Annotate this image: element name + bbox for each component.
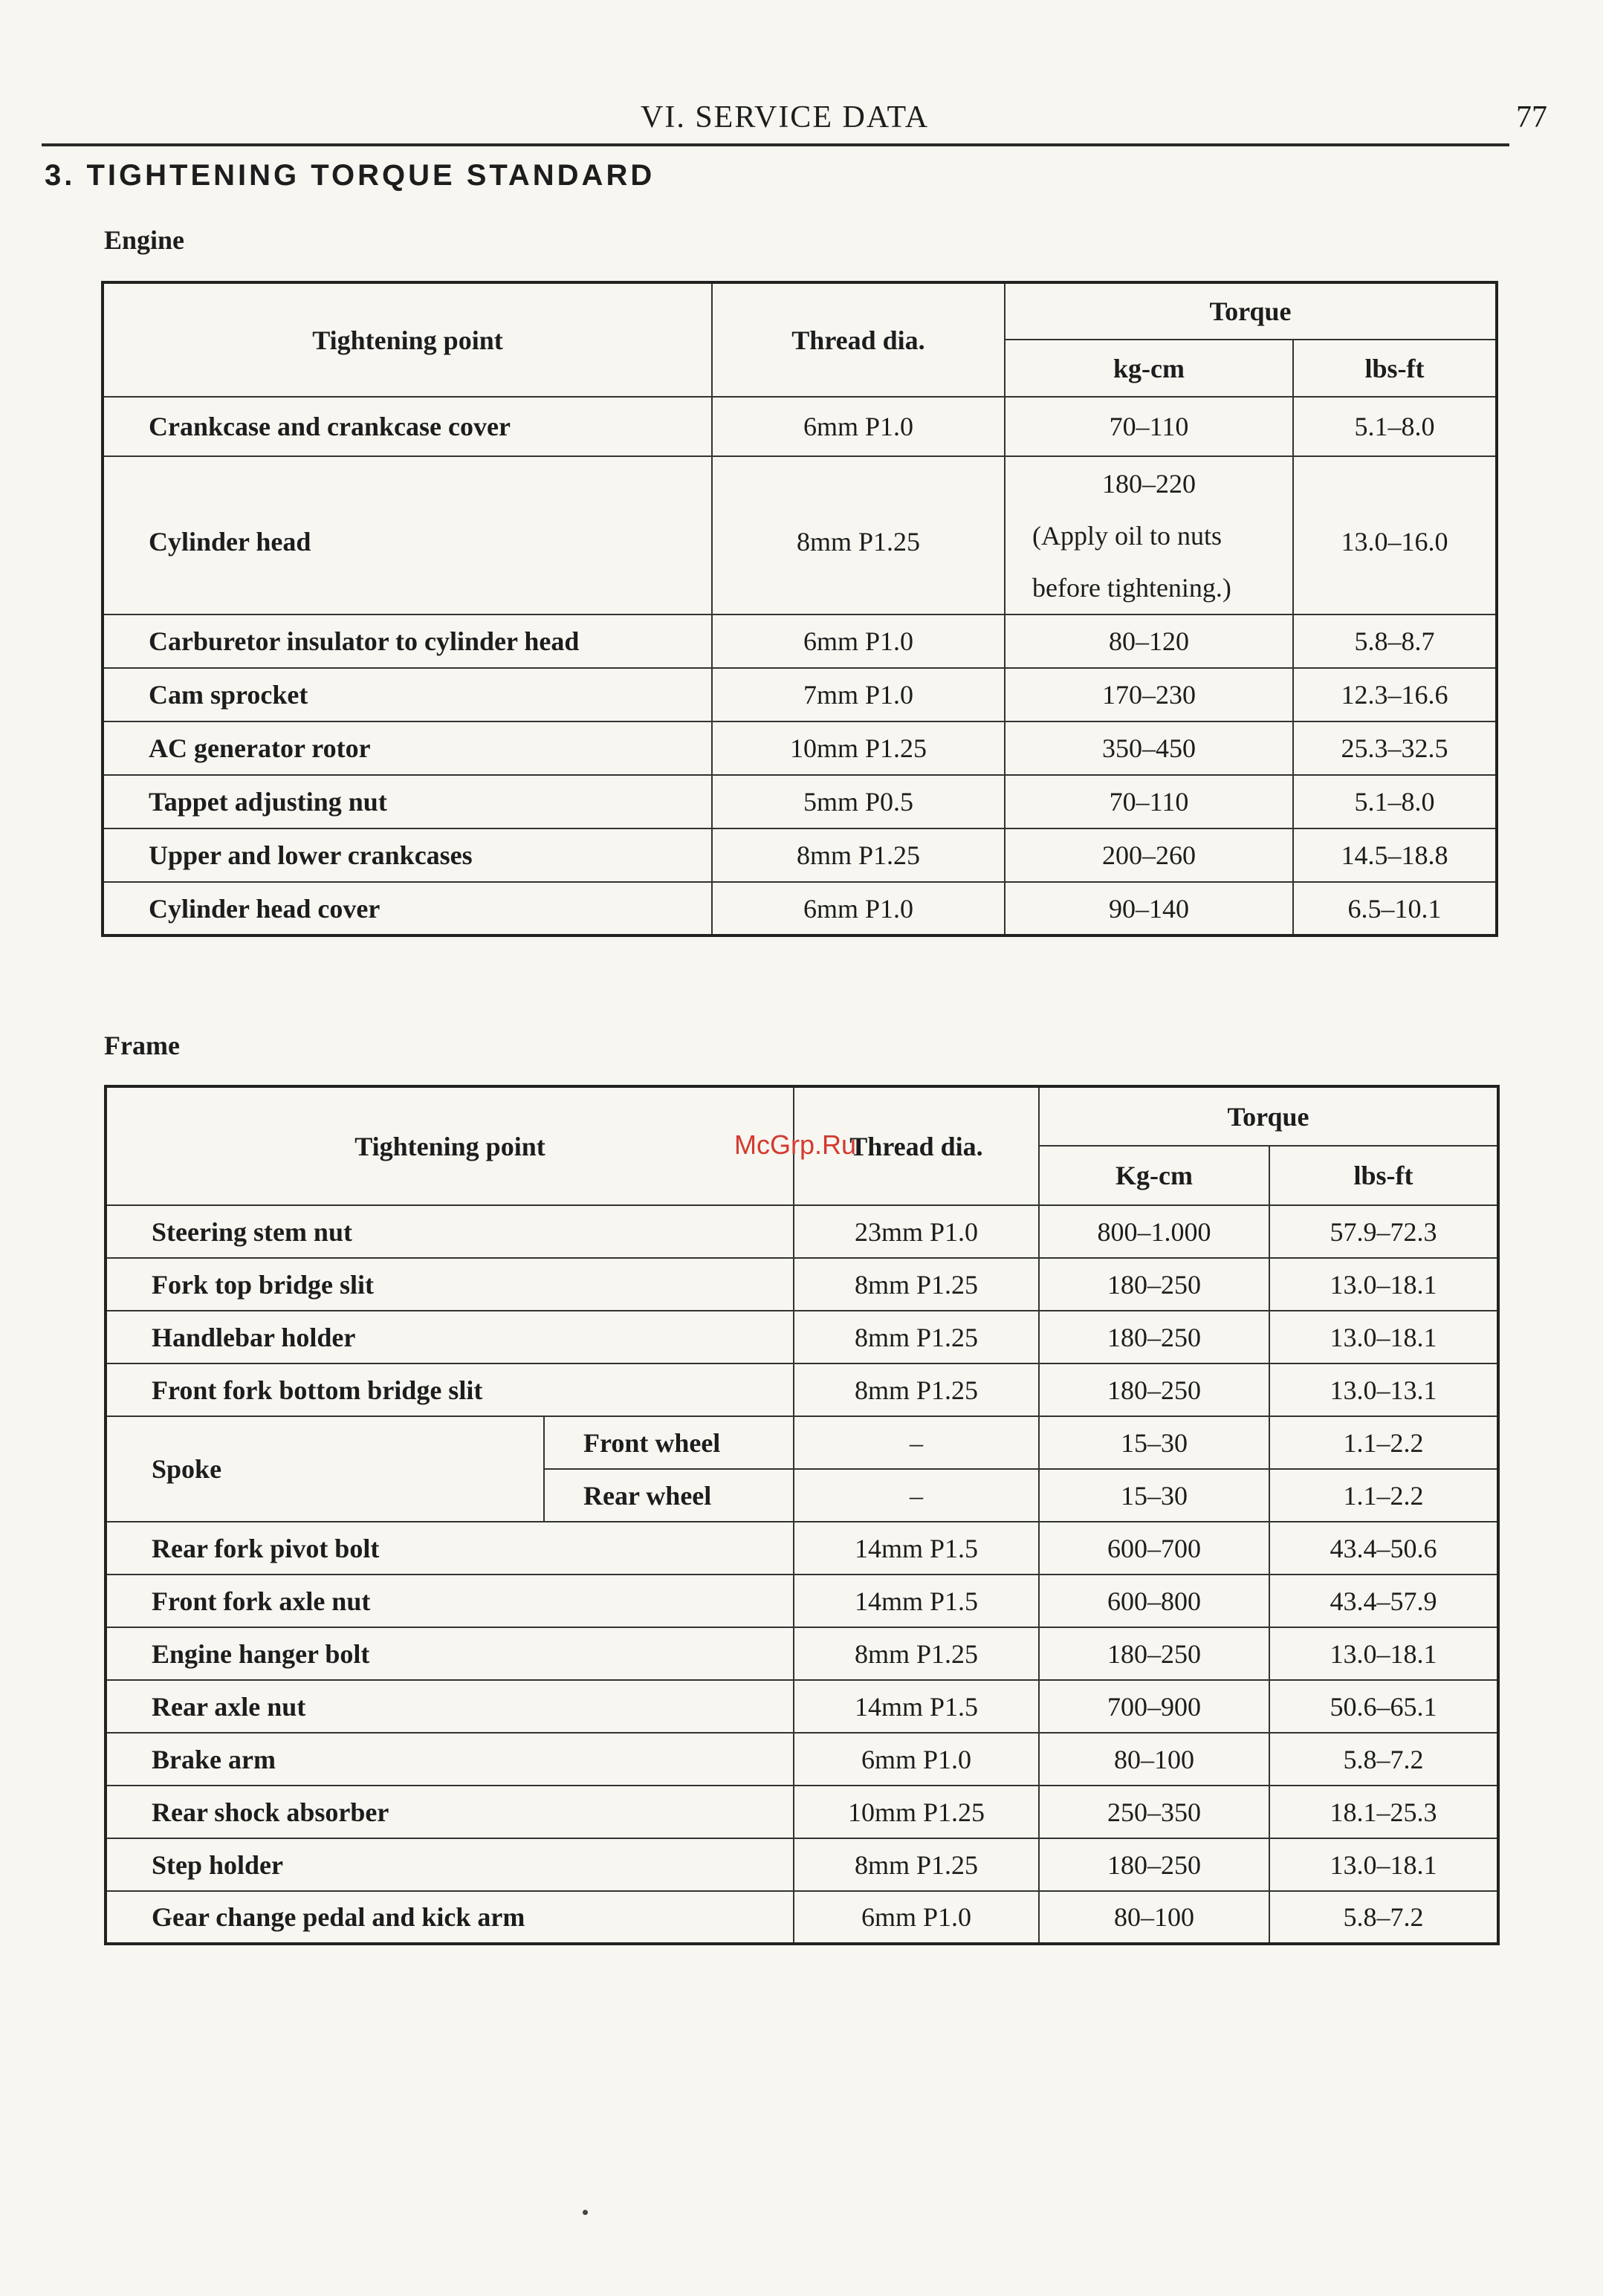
table-row bbox=[106, 1627, 1498, 1680]
torque-lbsft: 1.1–2.2 bbox=[1269, 1469, 1498, 1522]
table-row bbox=[106, 1786, 1498, 1838]
torque-kgcm: 600–800 bbox=[1039, 1575, 1269, 1627]
torque-lbsft: 5.8–7.2 bbox=[1269, 1733, 1498, 1786]
table-row bbox=[103, 614, 1497, 668]
torque-kgcm: 180–250 bbox=[1039, 1258, 1269, 1311]
torque-kgcm: 70–110 bbox=[1005, 397, 1293, 456]
tightening-point: Tappet adjusting nut bbox=[103, 775, 712, 828]
frame-header-kgcm: Kg-cm bbox=[1039, 1146, 1269, 1205]
tightening-point: Gear change pedal and kick arm bbox=[106, 1891, 794, 1944]
torque-kgcm: 80–100 bbox=[1039, 1733, 1269, 1786]
table-row bbox=[106, 1258, 1498, 1311]
torque-lbsft: 50.6–65.1 bbox=[1269, 1680, 1498, 1733]
tightening-point: Front fork axle nut bbox=[106, 1575, 794, 1627]
torque-note-line-1: (Apply oil to nuts bbox=[1032, 520, 1223, 551]
torque-lbsft: 13.0–16.0 bbox=[1293, 456, 1497, 614]
torque-lbsft: 5.8–7.2 bbox=[1269, 1891, 1498, 1944]
tightening-point: Rear shock absorber bbox=[106, 1786, 794, 1838]
table-row bbox=[103, 828, 1497, 882]
engine-header-thread: Thread dia. bbox=[712, 282, 1005, 397]
torque-lbsft: 5.8–8.7 bbox=[1293, 614, 1497, 668]
frame-header-torque: Torque bbox=[1039, 1086, 1498, 1146]
tightening-point: AC generator rotor bbox=[103, 721, 712, 775]
table-row bbox=[106, 1575, 1498, 1627]
thread-dia: 8mm P1.25 bbox=[794, 1363, 1039, 1416]
tightening-point: Rear axle nut bbox=[106, 1680, 794, 1733]
scan-speck bbox=[583, 2210, 588, 2215]
thread-dia: 6mm P1.0 bbox=[712, 882, 1005, 935]
torque-kgcm-cell bbox=[1005, 456, 1293, 614]
thread-dia: 10mm P1.25 bbox=[712, 721, 1005, 775]
torque-kgcm: 15–30 bbox=[1039, 1469, 1269, 1522]
watermark: McGrp.Ru bbox=[734, 1129, 857, 1160]
tightening-point: Step holder bbox=[106, 1838, 794, 1891]
torque-kgcm: 350–450 bbox=[1005, 721, 1293, 775]
tightening-point: Front fork bottom bridge slit bbox=[106, 1363, 794, 1416]
frame-header-thread: Thread dia. bbox=[794, 1086, 1039, 1205]
torque-kgcm: 180–250 bbox=[1039, 1627, 1269, 1680]
thread-dia: 6mm P1.0 bbox=[712, 397, 1005, 456]
tightening-point: Spoke bbox=[106, 1416, 544, 1522]
engine-torque-table bbox=[101, 281, 1498, 937]
tightening-point: Carburetor insulator to cylinder head bbox=[103, 614, 712, 668]
thread-dia: 8mm P1.25 bbox=[794, 1258, 1039, 1311]
table-row bbox=[106, 1416, 1498, 1469]
torque-kgcm: 80–120 bbox=[1005, 614, 1293, 668]
torque-lbsft: 13.0–18.1 bbox=[1269, 1627, 1498, 1680]
section-title: 3. TIGHTENING TORQUE STANDARD bbox=[45, 159, 655, 192]
tightening-point: Brake arm bbox=[106, 1733, 794, 1786]
torque-lbsft: 13.0–18.1 bbox=[1269, 1258, 1498, 1311]
tightening-point: Engine hanger bolt bbox=[106, 1627, 794, 1680]
torque-kgcm: 170–230 bbox=[1005, 668, 1293, 721]
torque-lbsft: 25.3–32.5 bbox=[1293, 721, 1497, 775]
torque-kgcm: 250–350 bbox=[1039, 1786, 1269, 1838]
thread-dia: – bbox=[794, 1416, 1039, 1469]
tightening-point: Cylinder head cover bbox=[103, 882, 712, 935]
torque-lbsft: 13.0–18.1 bbox=[1269, 1311, 1498, 1363]
torque-lbsft: 5.1–8.0 bbox=[1293, 775, 1497, 828]
torque-lbsft: 5.1–8.0 bbox=[1293, 397, 1497, 456]
tightening-point: Upper and lower crankcases bbox=[103, 828, 712, 882]
torque-kgcm: 700–900 bbox=[1039, 1680, 1269, 1733]
engine-header-torque: Torque bbox=[1005, 282, 1497, 340]
frame-header-point: Tightening point bbox=[106, 1086, 794, 1205]
torque-lbsft: 18.1–25.3 bbox=[1269, 1786, 1498, 1838]
torque-lbsft: 14.5–18.8 bbox=[1293, 828, 1497, 882]
thread-dia: 8mm P1.25 bbox=[794, 1838, 1039, 1891]
thread-dia: 6mm P1.0 bbox=[794, 1733, 1039, 1786]
engine-header-kgcm: kg-cm bbox=[1005, 340, 1293, 397]
table-row bbox=[103, 397, 1497, 456]
tightening-point: Steering stem nut bbox=[106, 1205, 794, 1258]
table-row bbox=[106, 1838, 1498, 1891]
table-row bbox=[106, 1891, 1498, 1944]
table-row bbox=[103, 775, 1497, 828]
running-head: VI. SERVICE DATA bbox=[641, 100, 930, 134]
tightening-point: Rear fork pivot bolt bbox=[106, 1522, 794, 1575]
table-row bbox=[103, 456, 1497, 614]
tightening-point: Fork top bridge slit bbox=[106, 1258, 794, 1311]
tightening-point: Cylinder head bbox=[103, 456, 712, 614]
torque-kgcm: 15–30 bbox=[1039, 1416, 1269, 1469]
torque-note-line-2: before tightening.) bbox=[1032, 572, 1231, 603]
torque-kgcm: 90–140 bbox=[1005, 882, 1293, 935]
table-row bbox=[103, 721, 1497, 775]
torque-kgcm: 180–250 bbox=[1039, 1311, 1269, 1363]
sub-point: Rear wheel bbox=[544, 1469, 794, 1522]
header-rule bbox=[42, 143, 1509, 146]
sub-point: Front wheel bbox=[544, 1416, 794, 1469]
frame-torque-table bbox=[104, 1085, 1500, 1945]
thread-dia: 8mm P1.25 bbox=[794, 1311, 1039, 1363]
thread-dia: – bbox=[794, 1469, 1039, 1522]
thread-dia: 5mm P0.5 bbox=[712, 775, 1005, 828]
tightening-point: Crankcase and crankcase cover bbox=[103, 397, 712, 456]
thread-dia: 14mm P1.5 bbox=[794, 1575, 1039, 1627]
torque-kgcm: 80–100 bbox=[1039, 1891, 1269, 1944]
thread-dia: 7mm P1.0 bbox=[712, 668, 1005, 721]
torque-kgcm: 180–250 bbox=[1039, 1838, 1269, 1891]
thread-dia: 23mm P1.0 bbox=[794, 1205, 1039, 1258]
torque-lbsft: 1.1–2.2 bbox=[1269, 1416, 1498, 1469]
tightening-point: Handlebar holder bbox=[106, 1311, 794, 1363]
thread-dia: 8mm P1.25 bbox=[712, 456, 1005, 614]
frame-label: Frame bbox=[104, 1031, 180, 1060]
torque-lbsft: 43.4–57.9 bbox=[1269, 1575, 1498, 1627]
table-row bbox=[106, 1522, 1498, 1575]
torque-kgcm: 180–250 bbox=[1039, 1363, 1269, 1416]
table-row bbox=[106, 1733, 1498, 1786]
frame-header-lbsft: lbs-ft bbox=[1269, 1146, 1498, 1205]
thread-dia: 14mm P1.5 bbox=[794, 1680, 1039, 1733]
torque-kgcm: 600–700 bbox=[1039, 1522, 1269, 1575]
table-row bbox=[103, 668, 1497, 721]
thread-dia: 6mm P1.0 bbox=[712, 614, 1005, 668]
table-row bbox=[106, 1680, 1498, 1733]
engine-label: Engine bbox=[104, 225, 185, 255]
page-number: 77 bbox=[1516, 100, 1547, 134]
tightening-point: Cam sprocket bbox=[103, 668, 712, 721]
torque-lbsft: 57.9–72.3 bbox=[1269, 1205, 1498, 1258]
torque-lbsft: 43.4–50.6 bbox=[1269, 1522, 1498, 1575]
table-row bbox=[103, 882, 1497, 935]
engine-header-point: Tightening point bbox=[103, 282, 712, 397]
torque-lbsft: 6.5–10.1 bbox=[1293, 882, 1497, 935]
torque-lbsft: 13.0–13.1 bbox=[1269, 1363, 1498, 1416]
table-row bbox=[106, 1363, 1498, 1416]
thread-dia: 10mm P1.25 bbox=[794, 1786, 1039, 1838]
thread-dia: 6mm P1.0 bbox=[794, 1891, 1039, 1944]
thread-dia: 8mm P1.25 bbox=[794, 1627, 1039, 1680]
table-row bbox=[106, 1311, 1498, 1363]
table-row bbox=[106, 1205, 1498, 1258]
thread-dia: 8mm P1.25 bbox=[712, 828, 1005, 882]
torque-lbsft: 13.0–18.1 bbox=[1269, 1838, 1498, 1891]
torque-lbsft: 12.3–16.6 bbox=[1293, 668, 1497, 721]
engine-header-lbsft: lbs-ft bbox=[1293, 340, 1497, 397]
thread-dia: 14mm P1.5 bbox=[794, 1522, 1039, 1575]
torque-kgcm: 800–1.000 bbox=[1039, 1205, 1269, 1258]
torque-kgcm: 70–110 bbox=[1005, 775, 1293, 828]
torque-kgcm: 180–220 bbox=[1102, 468, 1196, 499]
torque-kgcm: 200–260 bbox=[1005, 828, 1293, 882]
